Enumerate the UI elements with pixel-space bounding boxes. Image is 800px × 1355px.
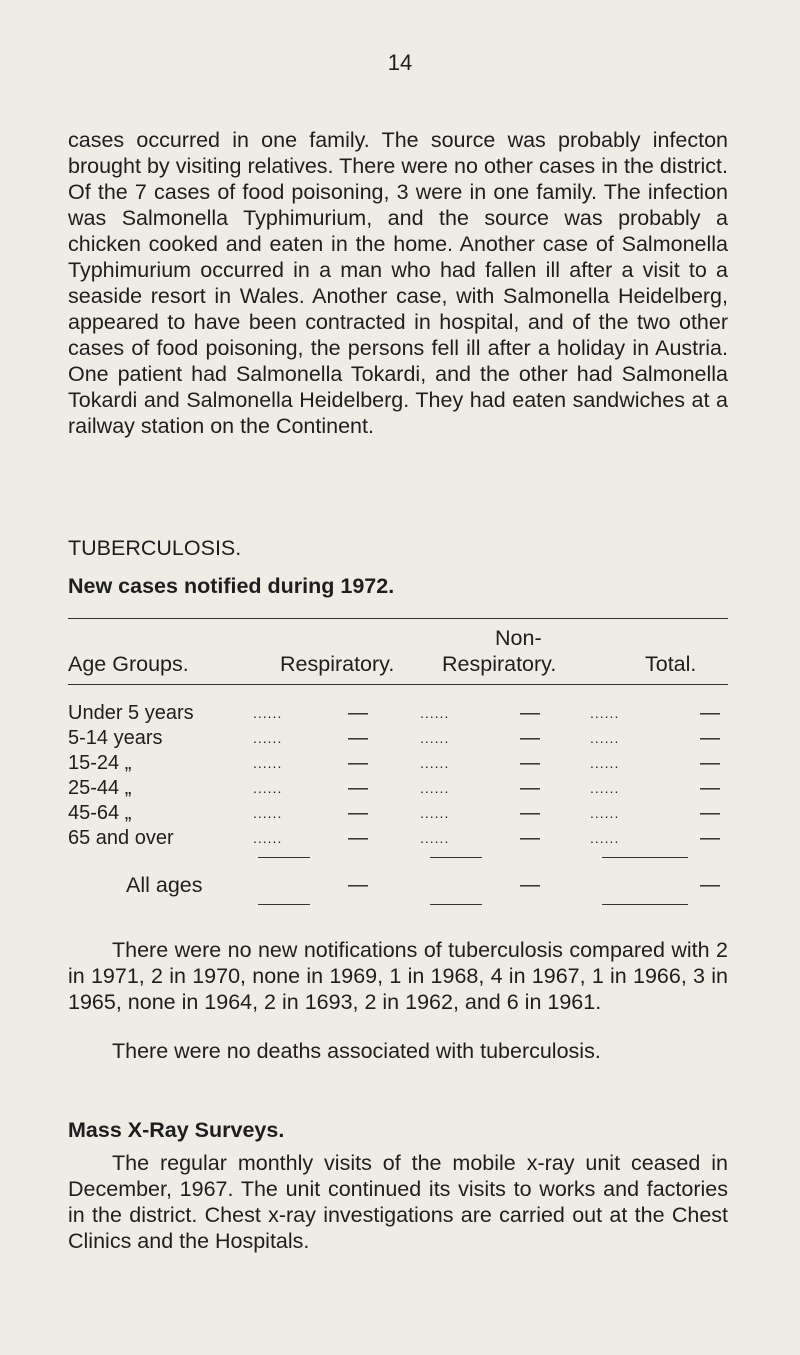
all-ages-non-respiratory: — <box>520 874 540 896</box>
respiratory-value: — <box>348 827 368 849</box>
table-row <box>68 801 728 825</box>
table-row <box>68 826 728 850</box>
intro-paragraph: cases occurred in one family. The source was probably infecton brought by visiting relatives. There were no other cases in the district. Of the 7 cases of food poisoning, 3 were in one family. The infection was Salmonella Typhimurium, and the source was probably a chicken cooked and eaten in the home. Another case of Salmonella Typhimurium occurred in a man who had fallen ill after a visit to a seaside resort in Wales. Another case, with Salmonella Heidelberg, appeared to have been contracted in hospital, and of the two other cases of food poisoning, the persons fell ill after a holiday in Austria. One patient had Salmonella Tokardi, and the other had Salmonella Tokardi and Salmonella Heidelberg. They had eaten sandwiches at a railway station on the Continent. <box>68 128 728 438</box>
respiratory-value: — <box>348 702 368 724</box>
dot-leader: ...... <box>590 805 620 821</box>
col-header-age-groups: Age Groups. <box>68 652 189 676</box>
total-value: — <box>700 802 720 824</box>
col-header-respiratory: Respiratory. <box>280 652 395 676</box>
age-group-label: 45-64 „ <box>68 802 132 824</box>
dot-leader: ...... <box>253 780 283 796</box>
age-group-label: 25-44 „ <box>68 777 132 799</box>
tuberculosis-subheading: New cases notified during 1972. <box>68 574 395 598</box>
age-group-label: 15-24 „ <box>68 752 132 774</box>
dot-leader: ...... <box>420 730 450 746</box>
tuberculosis-heading: TUBERCULOSIS. <box>68 536 242 560</box>
non-respiratory-value: — <box>520 827 540 849</box>
dot-leader: ...... <box>590 780 620 796</box>
total-value: — <box>700 702 720 724</box>
sum-line-total-bottom <box>602 904 688 905</box>
sum-line-total <box>602 857 688 858</box>
dot-leader: ...... <box>253 805 283 821</box>
mass-xray-heading: Mass X-Ray Surveys. <box>68 1118 285 1142</box>
page-number: 14 <box>387 50 413 75</box>
all-ages-row <box>68 873 728 897</box>
age-group-label: 65 and over <box>68 827 174 849</box>
dot-leader: ...... <box>253 705 283 721</box>
col-header-non-respiratory: Respiratory. <box>442 652 557 676</box>
respiratory-value: — <box>348 727 368 749</box>
all-ages-total: — <box>700 874 720 896</box>
dot-leader: ...... <box>420 705 450 721</box>
table-row <box>68 701 728 725</box>
total-value: — <box>700 752 720 774</box>
respiratory-value: — <box>348 752 368 774</box>
age-group-label: Under 5 years <box>68 702 194 724</box>
age-group-label: 5-14 years <box>68 727 163 749</box>
col-header-non-prefix: Non- <box>495 626 542 650</box>
dot-leader: ...... <box>590 830 620 846</box>
all-ages-label: All ages <box>126 873 203 897</box>
respiratory-value: — <box>348 777 368 799</box>
table-row <box>68 751 728 775</box>
dot-leader: ...... <box>590 730 620 746</box>
total-value: — <box>700 827 720 849</box>
dot-leader: ...... <box>420 830 450 846</box>
dot-leader: ...... <box>253 730 283 746</box>
tuberculosis-deaths-paragraph: There were no deaths associated with tuberculosis. <box>112 1039 601 1063</box>
table-row <box>68 726 728 750</box>
table-row <box>68 776 728 800</box>
tuberculosis-notifications-paragraph: There were no new notifications of tuberculosis compared with 2 in 1971, 2 in 1970, none in 1969, 1 in 1968, 4 in 1967, 1 in 1966, 3 in 1965, none in 1964, 2 in 1693, 2 in 1962, and 6 in 1961. <box>68 938 728 1014</box>
dot-leader: ...... <box>253 830 283 846</box>
dot-leader: ...... <box>590 755 620 771</box>
table-top-rule <box>68 618 728 619</box>
dot-leader: ...... <box>420 755 450 771</box>
dot-leader: ...... <box>420 805 450 821</box>
sum-line-non-respiratory <box>430 857 482 858</box>
dot-leader: ...... <box>590 705 620 721</box>
mass-xray-paragraph: The regular monthly visits of the mobile x-ray unit ceased in December, 1967. The unit continued its visits to works and factories in the district. Chest x-ray investigations are carried out at the Chest Clinics and the Hospitals. <box>68 1151 728 1253</box>
table-header-rule <box>68 684 728 685</box>
non-respiratory-value: — <box>520 727 540 749</box>
total-value: — <box>700 727 720 749</box>
non-respiratory-value: — <box>520 702 540 724</box>
sum-line-respiratory <box>258 857 310 858</box>
col-header-total: Total. <box>645 652 697 676</box>
total-value: — <box>700 777 720 799</box>
non-respiratory-value: — <box>520 802 540 824</box>
sum-line-non-respiratory-bottom <box>430 904 482 905</box>
dot-leader: ...... <box>253 755 283 771</box>
sum-line-respiratory-bottom <box>258 904 310 905</box>
dot-leader: ...... <box>420 780 450 796</box>
all-ages-respiratory: — <box>348 874 368 896</box>
non-respiratory-value: — <box>520 777 540 799</box>
non-respiratory-value: — <box>520 752 540 774</box>
respiratory-value: — <box>348 802 368 824</box>
